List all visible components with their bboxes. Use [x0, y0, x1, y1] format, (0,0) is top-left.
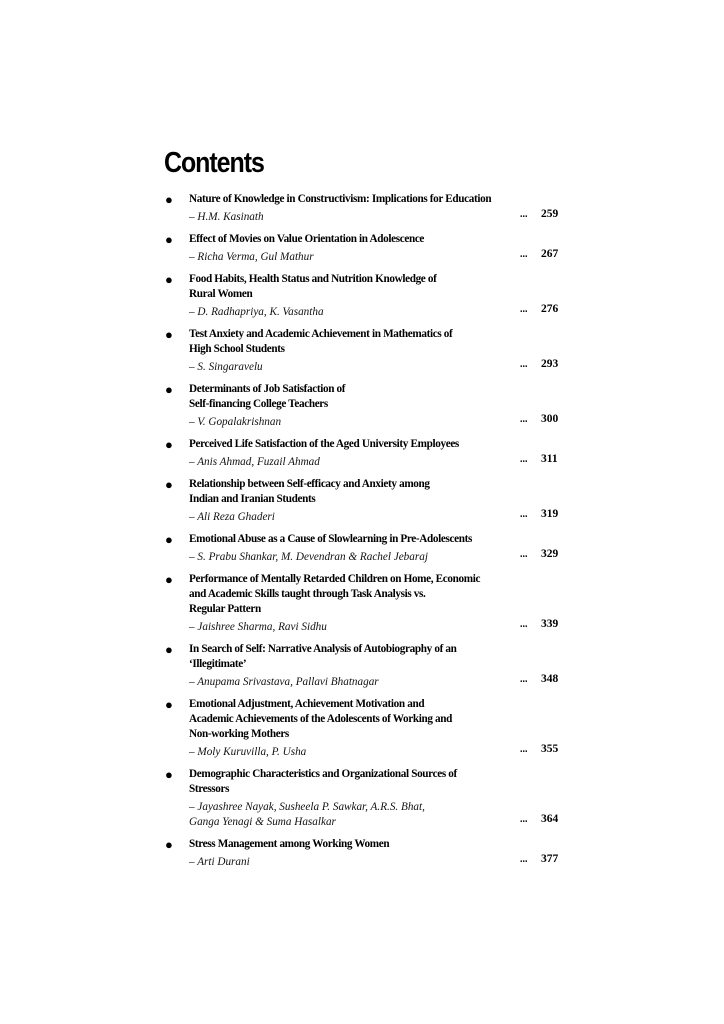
- entry-author-line: [189, 357, 724, 372]
- entry-authors: – Jayashree Nayak, Susheela P. Sawkar, A.R.S. Bhat,: [189, 801, 425, 813]
- entry-title-line: Performance of Mentally Retarded Children on Home, Economic: [189, 573, 481, 585]
- dot-leader: ...: [520, 414, 528, 425]
- entry-title-line: Self-financing College Teachers: [189, 398, 328, 410]
- entry-title-line: Stress Management among Working Women: [189, 838, 390, 850]
- entry-title: [189, 192, 519, 207]
- toc-entry[interactable]: [0, 837, 724, 867]
- dot-leader: ...: [520, 249, 528, 260]
- dot-leader: ...: [520, 814, 528, 825]
- bullet-icon: ●: [165, 382, 173, 397]
- page-number: 319: [541, 508, 559, 520]
- entry-author-line: [189, 452, 724, 467]
- entry-author-line: [189, 302, 724, 317]
- bullet-icon: ●: [165, 572, 173, 587]
- toc-entry[interactable]: [0, 532, 724, 562]
- entry-title: [189, 767, 519, 797]
- contents-list: [0, 192, 724, 877]
- dot-leader: ...: [520, 619, 528, 630]
- toc-entry[interactable]: [0, 232, 724, 262]
- entry-title-line: ‘Illegitimate’: [189, 658, 247, 670]
- entry-title-line: Test Anxiety and Academic Achievement in Mathematics of: [189, 328, 453, 340]
- entry-author-line: [189, 207, 724, 222]
- entry-authors: – H.M. Kasinath: [189, 211, 264, 223]
- entry-authors: – Jaishree Sharma, Ravi Sidhu: [189, 621, 327, 633]
- entry-title-line: Regular Pattern: [189, 603, 261, 615]
- entry-authors: – Anupama Srivastava, Pallavi Bhatnagar: [189, 676, 379, 688]
- page-number: 276: [541, 303, 559, 315]
- bullet-icon: ●: [165, 837, 173, 852]
- entry-title-line: Determinants of Job Satisfaction of: [189, 383, 346, 395]
- entry-author-line: [189, 247, 724, 262]
- entry-title-line: Nature of Knowledge in Constructivism: Implications for Education: [189, 193, 492, 205]
- entry-title-line: Perceived Life Satisfaction of the Aged University Employees: [189, 438, 459, 450]
- contents-heading: Contents: [164, 147, 264, 179]
- page-number: 377: [541, 853, 559, 865]
- bullet-icon: ●: [165, 437, 173, 452]
- bullet-icon: ●: [165, 192, 173, 207]
- entry-authors: – V. Gopalakrishnan: [189, 416, 282, 428]
- entry-title: [189, 437, 519, 452]
- page-number: 311: [541, 453, 558, 465]
- entry-authors: – S. Singaravelu: [189, 361, 263, 373]
- entry-title-line: Effect of Movies on Value Orientation in Adolescence: [189, 233, 425, 245]
- entry-title: [189, 642, 519, 672]
- entry-title-line: In Search of Self: Narrative Analysis of Autobiography of an: [189, 643, 457, 655]
- entry-title: [189, 232, 519, 247]
- entry-authors: – Anis Ahmad, Fuzail Ahmad: [189, 456, 320, 468]
- toc-entry[interactable]: [0, 382, 724, 427]
- bullet-icon: ●: [165, 477, 173, 492]
- page-number: 339: [541, 618, 559, 630]
- entry-title-line: Food Habits, Health Status and Nutrition Knowledge of: [189, 273, 437, 285]
- entry-authors: – Moly Kuruvilla, P. Usha: [189, 746, 307, 758]
- toc-entry[interactable]: [0, 767, 724, 827]
- dot-leader: ...: [520, 854, 528, 865]
- dot-leader: ...: [520, 454, 528, 465]
- entry-title-line: Indian and Iranian Students: [189, 493, 316, 505]
- entry-authors: – D. Radhapriya, K. Vasantha: [189, 306, 324, 318]
- entry-author-line: [189, 852, 724, 867]
- entry-title-line: Emotional Adjustment, Achievement Motivation and: [189, 698, 425, 710]
- entry-title: [189, 572, 519, 617]
- toc-entry[interactable]: [0, 327, 724, 372]
- dot-leader: ...: [520, 304, 528, 315]
- entry-title: [189, 697, 519, 742]
- entry-authors: – Arti Durani: [189, 856, 250, 868]
- entry-author-line: [189, 672, 724, 687]
- entry-author-line: [189, 742, 724, 757]
- page-number: 293: [541, 358, 559, 370]
- page-number: 355: [541, 743, 559, 755]
- toc-entry[interactable]: [0, 697, 724, 757]
- page-number: 348: [541, 673, 559, 685]
- bullet-icon: ●: [165, 532, 173, 547]
- entry-authors: Ganga Yenagi & Suma Hasalkar: [189, 816, 336, 828]
- dot-leader: ...: [520, 549, 528, 560]
- entry-title-line: Rural Women: [189, 288, 253, 300]
- dot-leader: ...: [520, 509, 528, 520]
- entry-title-line: Relationship between Self-efficacy and Anxiety among: [189, 478, 430, 490]
- entry-authors: – Richa Verma, Gul Mathur: [189, 251, 314, 263]
- dot-leader: ...: [520, 359, 528, 370]
- entry-author-line: [189, 547, 724, 562]
- page-number: 300: [541, 413, 559, 425]
- entry-title-line: and Academic Skills taught through Task Analysis vs.: [189, 588, 426, 600]
- bullet-icon: ●: [165, 232, 173, 247]
- entry-author-line: [189, 412, 724, 427]
- entry-authors: – S. Prabu Shankar, M. Devendran & Rachel Jebaraj: [189, 551, 428, 563]
- bullet-icon: ●: [165, 642, 173, 657]
- page-number: 267: [541, 248, 559, 260]
- entry-author-line: [189, 507, 724, 522]
- entry-author-line: [189, 617, 724, 632]
- entry-authors: – Ali Reza Ghaderi: [189, 511, 275, 523]
- entry-title: [189, 837, 519, 852]
- entry-author-line: [189, 812, 724, 827]
- entry-title: [189, 327, 519, 357]
- toc-entry[interactable]: [0, 642, 724, 687]
- entry-title: [189, 382, 519, 412]
- entry-title: [189, 272, 519, 302]
- entry-title: [189, 532, 519, 547]
- toc-entry[interactable]: [0, 272, 724, 317]
- toc-entry[interactable]: [0, 477, 724, 522]
- toc-entry[interactable]: [0, 437, 724, 467]
- dot-leader: ...: [520, 674, 528, 685]
- entry-title: [189, 477, 519, 507]
- entry-title-line: Demographic Characteristics and Organizational Sources of: [189, 768, 457, 780]
- dot-leader: ...: [520, 744, 528, 755]
- entry-title-line: Non-working Mothers: [189, 728, 289, 740]
- entry-title-line: Emotional Abuse as a Cause of Slowlearning in Pre-Adolescents: [189, 533, 473, 545]
- entry-title-line: Academic Achievements of the Adolescents of Working and: [189, 713, 453, 725]
- entry-title-line: High School Students: [189, 343, 285, 355]
- toc-entry[interactable]: [0, 192, 724, 222]
- bullet-icon: ●: [165, 697, 173, 712]
- page-number: 259: [541, 208, 559, 220]
- entry-author-line: [189, 797, 724, 812]
- page-number: 329: [541, 548, 559, 560]
- bullet-icon: ●: [165, 327, 173, 342]
- bullet-icon: ●: [165, 272, 173, 287]
- entry-title-line: Stressors: [189, 783, 230, 795]
- toc-entry[interactable]: [0, 572, 724, 632]
- dot-leader: ...: [520, 209, 528, 220]
- bullet-icon: ●: [165, 767, 173, 782]
- page-number: 364: [541, 813, 559, 825]
